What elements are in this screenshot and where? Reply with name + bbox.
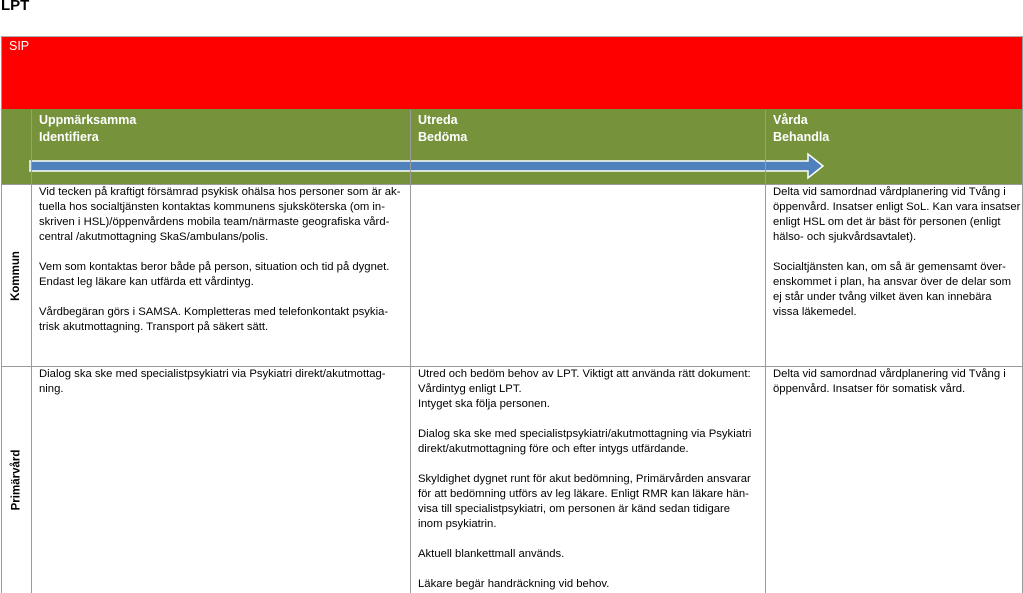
text-line: Läkare begär handräckning vid behov. xyxy=(418,578,610,590)
paragraph xyxy=(39,367,405,397)
phase-title-line2: Bedöma xyxy=(418,130,468,144)
text-line: skriven i HSL)/öppenvårdens mobila team/närmaste geografiska vård- xyxy=(39,216,390,228)
text-line: visa till specialistpsykiatri, om personen är känd sedan tidigare xyxy=(418,503,731,515)
text-line: ej står under tvång vilket även kan innebära xyxy=(773,291,992,303)
cell-primarvard-treat xyxy=(766,367,1022,397)
cell-kommun-treat xyxy=(766,185,1022,320)
text-line: trisk akutmottagning. Transport på säkert sätt. xyxy=(39,321,269,333)
text-line: öppenvård. Insatser för somatisk vård. xyxy=(773,383,966,395)
text-line: inom psykiatrin. xyxy=(418,518,497,530)
text-line: enskommet i plan, ha ansvar över de delar som xyxy=(773,276,1011,288)
phase-title-line1: Utreda xyxy=(418,113,458,127)
text-line: Vårdbegäran görs i SAMSA. Kompletteras med telefonkontakt psykia- xyxy=(39,306,389,318)
text-line: Vem som kontaktas beror både på person, situation och tid på dygnet. xyxy=(39,261,390,273)
text-line: central /akutmottagning SkaS/ambulans/polis. xyxy=(39,231,269,243)
text-line: Vid tecken på kraftigt försämrad psykisk ohälsa hos personer som är ak- xyxy=(39,186,401,198)
text-line: Socialtjänsten kan, om så är gemensamt över- xyxy=(773,261,1006,273)
sip-band xyxy=(1,36,1023,109)
paragraph xyxy=(39,260,405,290)
phase-title-line2: Behandla xyxy=(773,130,830,144)
text-line: direkt/akutmottagning före och efter intygs utfärdande. xyxy=(418,443,689,455)
text-line: öppenvård. Insatser enligt SoL. Kan vara insatser xyxy=(773,201,1021,213)
text-line: Vårdintyg enligt LPT. xyxy=(418,383,522,395)
row-label-kommun xyxy=(1,185,31,366)
paragraph xyxy=(418,547,760,562)
paragraph xyxy=(418,472,760,532)
row-label-primarvard xyxy=(1,367,31,593)
paragraph xyxy=(773,367,1017,397)
row-label-text: Kommun xyxy=(10,250,22,301)
text-line: ning. xyxy=(39,383,64,395)
phase-title-line1: Uppmärksamma xyxy=(39,113,137,127)
paragraph xyxy=(773,185,1021,245)
text-line: Intyget ska följa personen. xyxy=(418,398,550,410)
text-line: Dialog ska ske med specialistpsykiatri via Psykiatri direkt/akutmottag- xyxy=(39,368,386,380)
paragraph xyxy=(773,260,1017,320)
paragraph xyxy=(39,305,405,335)
cell-kommun-identify xyxy=(32,185,410,335)
text-line: Delta vid samordnad vårdplanering vid Tvång i xyxy=(773,186,1006,198)
sip-label: SIP xyxy=(9,39,30,53)
text-line: Endast leg läkare kan utfärda ett vårdintyg. xyxy=(39,276,254,288)
row-label-text: Primärvård xyxy=(10,449,23,511)
text-line: för att bedömning utförs av leg läkare. Enligt RMR kan läkare hän- xyxy=(418,488,749,500)
text-line: Aktuell blankettmall används. xyxy=(418,548,565,560)
page-title: LPT xyxy=(1,0,30,14)
paragraph xyxy=(418,427,760,457)
text-line: Skyldighet dygnet runt för akut bedömning, Primärvården ansvarar xyxy=(418,473,751,485)
grid-line xyxy=(31,110,32,593)
text-line: vissa läkemedel. xyxy=(773,306,857,318)
paragraph xyxy=(39,185,405,245)
process-arrow xyxy=(28,152,826,180)
text-line: hälso- och sjukvårdsavtalet). xyxy=(773,231,917,243)
text-line: Delta vid samordnad vårdplanering vid Tvång i xyxy=(773,368,1006,380)
phase-title-line1: Vårda xyxy=(773,113,808,127)
cell-primarvard-assess xyxy=(411,367,765,592)
text-line: Dialog ska ske med specialistpsykiatri/akutmottagning via Psykiatri xyxy=(418,428,752,440)
text-line: Utred och bedöm behov av LPT. Viktigt att använda rätt dokument: xyxy=(418,368,751,380)
cell-primarvard-identify xyxy=(32,367,410,397)
grid-line xyxy=(765,110,766,593)
text-line: enligt HSL om det är bäst för personen (enligt xyxy=(773,216,1001,228)
text-line: tuella hos socialtjänsten kontaktas kommunens sjuksköterska (om in- xyxy=(39,201,385,213)
phase-title-line2: Identifiera xyxy=(39,130,99,144)
paragraph xyxy=(418,367,760,412)
paragraph xyxy=(418,577,760,592)
